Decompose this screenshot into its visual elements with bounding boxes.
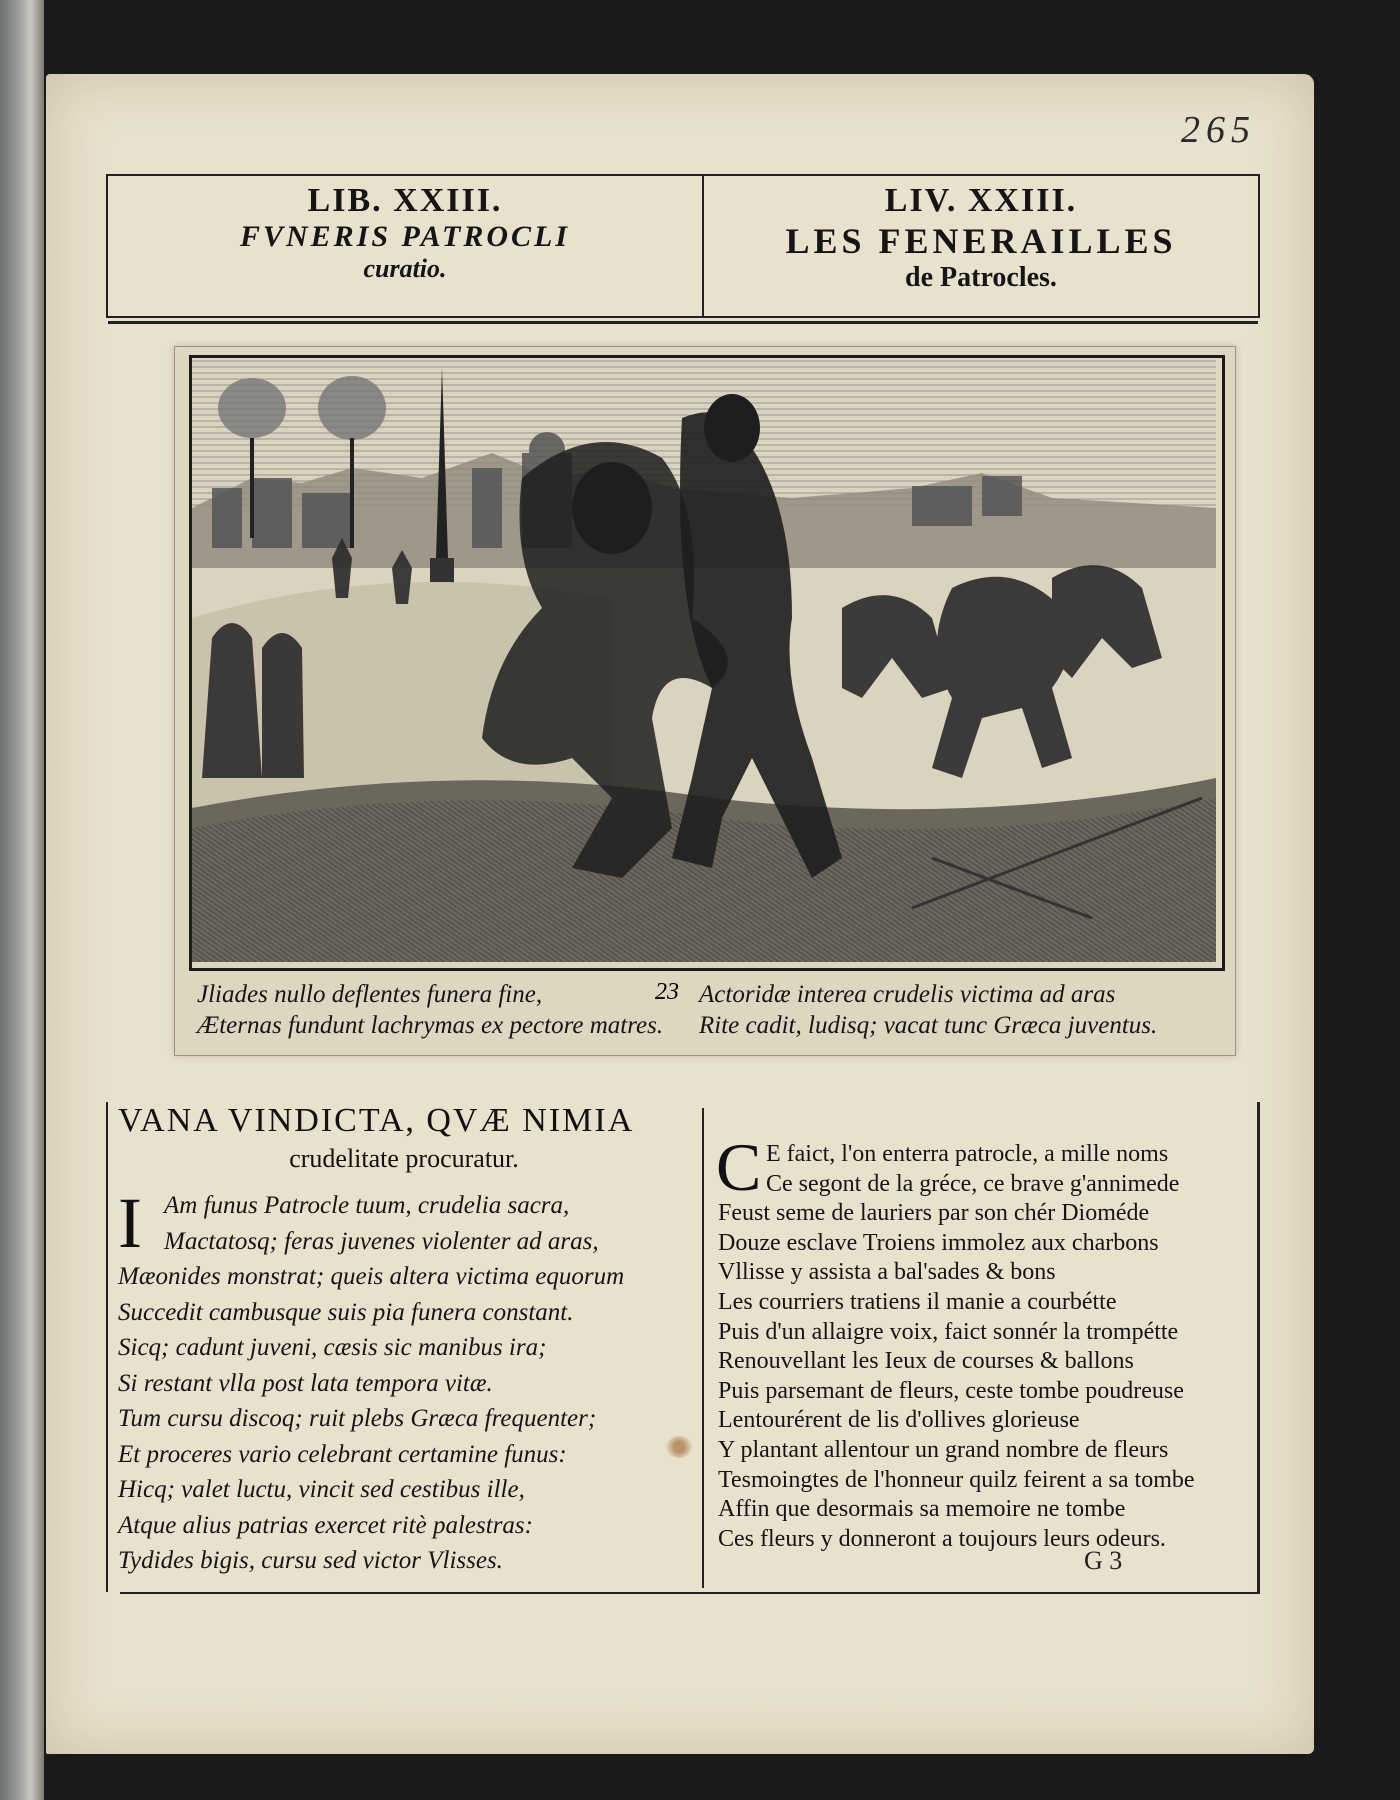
caption-latin-line-3: Actoridæ interea crudelis victima ad aras <box>699 981 1116 1008</box>
french-line: Ces fleurs y donneront a toujours leurs odeurs. <box>718 1525 1166 1552</box>
header-latin-book: LIB. XXIII. <box>307 182 503 219</box>
caption-latin-left <box>197 979 697 1041</box>
header-french-subtitle: de Patrocles. <box>905 262 1057 293</box>
caption-latin-right <box>699 979 1219 1041</box>
latin-poem-title: VANA VINDICTA, QVÆ NIMIA <box>118 1102 635 1139</box>
french-line: Affin que desormais sa memoire ne tombe <box>718 1496 1126 1523</box>
engraving-illustration <box>189 355 1225 971</box>
latin-line: Si restant vlla post lata tempora vitæ. <box>118 1369 493 1397</box>
latin-line: Mæonides monstrat; queis altera victima equorum <box>118 1263 625 1290</box>
column-rule-left <box>106 1102 108 1592</box>
latin-line: Tydides bigis, cursu sed victor Vlisses. <box>118 1547 503 1574</box>
latin-line: Am funus Patrocle tuum, crudelia sacra, <box>164 1192 570 1219</box>
french-line: Puis d'un allaigre voix, faict sonnér la trompétte <box>718 1318 1179 1345</box>
signature-mark: G 3 <box>1084 1546 1123 1575</box>
caption-latin-line-4: Rite cadit, ludisq; vacat tunc Græca juventus. <box>699 1012 1158 1039</box>
book-page <box>46 74 1314 1754</box>
latin-line: Succedit cambusque suis pia funera constant. <box>118 1298 574 1326</box>
latin-poem-subtitle: crudelitate procuratur. <box>289 1144 519 1173</box>
column-rule-middle <box>702 1108 704 1588</box>
header-french-book: LIV. XXIII. <box>884 182 1078 219</box>
book-spine-edge <box>0 0 44 1800</box>
french-line: Renouvellant les Ieux de courses & ballons <box>718 1348 1134 1375</box>
latin-line: Mactatosq; feras juvenes violenter ad aras, <box>164 1227 599 1255</box>
french-poem <box>718 1140 1258 1554</box>
paper-stain <box>666 1436 692 1458</box>
french-line: Puis parsemant de fleurs, ceste tombe poudreuse <box>718 1377 1184 1404</box>
french-line: Vllisse y assista a bal'sades & bons <box>718 1259 1056 1286</box>
latin-drop-cap: I <box>118 1183 142 1263</box>
engraving-image <box>192 358 1216 962</box>
french-line: Tesmoingtes de l'honneur quilz feirent a sa tombe <box>718 1466 1195 1493</box>
french-line: Douze esclave Troiens immolez aux charbons <box>718 1229 1159 1256</box>
column-rule-bottom <box>120 1592 1260 1594</box>
french-line: Lentourérent de lis d'ollives glorieuse <box>718 1407 1080 1434</box>
latin-line: Tum cursu discoq; ruit plebs Græca frequenter; <box>118 1405 597 1432</box>
latin-line: Atque alius patrias exercet ritè palestras: <box>118 1511 533 1539</box>
caption-latin-line-1: Jliades nullo deflentes funera fine, <box>197 981 543 1008</box>
latin-line: Et proceres vario celebrant certamine funus: <box>118 1440 567 1468</box>
header-latin-title: FVNERIS PATROCLI <box>239 220 571 253</box>
french-line: Feust seme de lauriers par son chér Dioméde <box>718 1200 1150 1227</box>
header-french <box>704 176 1258 316</box>
french-line: E faict, l'on enterra patrocle, a mille noms <box>766 1141 1169 1167</box>
french-line: Ce segont de la gréce, ce brave g'annimede <box>766 1170 1180 1197</box>
folio-number: 265 <box>1181 109 1256 151</box>
page-header <box>106 174 1260 318</box>
engraving-plate <box>174 346 1236 1056</box>
header-latin <box>108 176 704 316</box>
caption-number: 23 <box>655 979 679 1005</box>
header-latin-subtitle: curatio. <box>363 254 447 283</box>
text-columns <box>106 1102 1256 1596</box>
french-drop-cap: C <box>716 1129 762 1205</box>
header-french-title: LES FENERAILLES <box>785 221 1177 261</box>
latin-line: Sicq; cadunt juveni, cæsis sic manibus ira; <box>118 1334 547 1361</box>
french-line: Les courriers tratiens il manie a courbétte <box>718 1288 1117 1315</box>
latin-poem <box>118 1183 698 1579</box>
latin-line: Hicq; valet luctu, vincit sed cestibus ille, <box>118 1476 525 1503</box>
caption-latin-line-2: Æternas fundunt lachrymas ex pectore matres. <box>197 1012 664 1039</box>
french-line: Y plantant allentour un grand nombre de fleurs <box>718 1436 1169 1463</box>
